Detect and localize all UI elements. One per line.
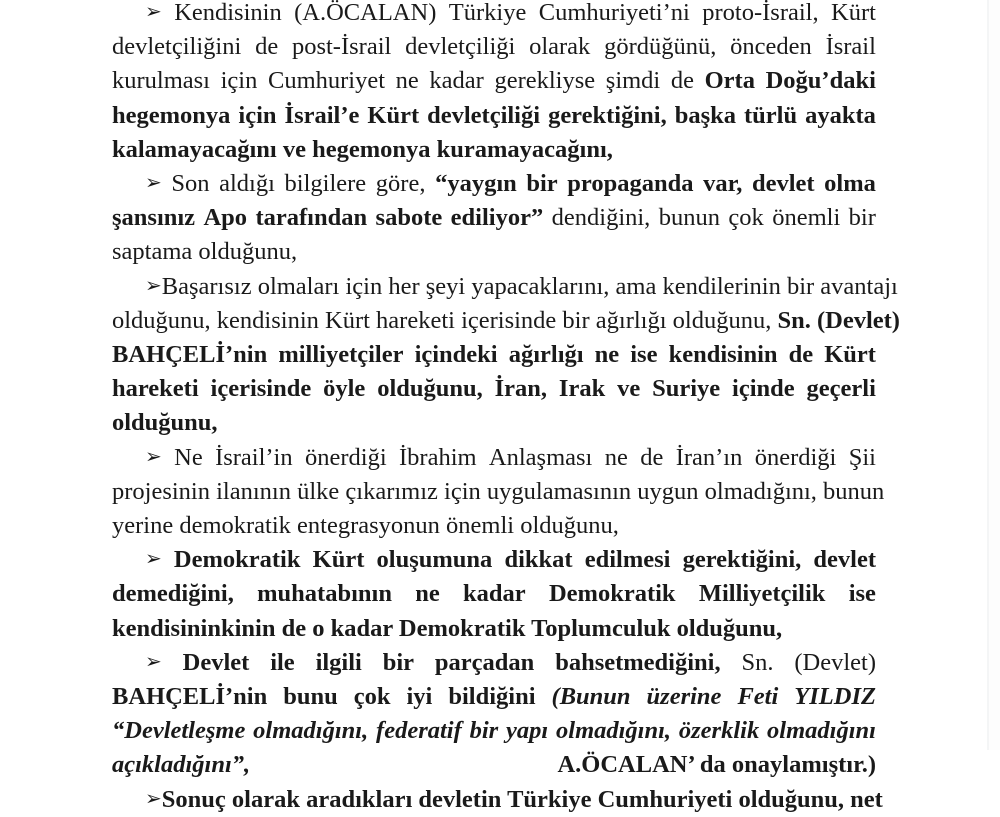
text-run: ne: [604, 443, 628, 471]
text-run: Kendisinin: [174, 0, 282, 26]
text-run: Anlaşması: [488, 443, 593, 471]
text-run: ne: [395, 67, 419, 95]
text-run: var,: [703, 170, 743, 198]
text-run: bir: [526, 170, 558, 198]
text-run: bir: [382, 648, 415, 676]
text-line: [112, 577, 876, 611]
text-run: Cumhuriyet: [268, 67, 386, 95]
text-run: de: [670, 67, 694, 95]
text-run: İbrahim: [399, 443, 477, 471]
bullet-arrow-group: [112, 543, 162, 577]
text-run: ile: [270, 648, 295, 676]
text-run: öyle: [323, 375, 366, 403]
text-line: [112, 99, 876, 133]
text-run: yapı: [506, 717, 549, 745]
text-run: Kürt: [824, 341, 876, 369]
text-line: [112, 543, 876, 577]
text-run: gerektiğini,: [548, 101, 667, 129]
text-run: Doğu’daki: [765, 67, 876, 95]
text-run: olma: [824, 170, 876, 198]
text-line: [112, 133, 876, 167]
text-run: açıkladığını”,: [112, 751, 251, 779]
text-run: önerdiği: [304, 443, 387, 471]
text-run: de: [255, 33, 279, 61]
text-run: türlü: [744, 101, 798, 129]
text-run: olmadığını,: [556, 717, 672, 745]
text-run: tarafından: [255, 204, 368, 232]
text-run: Başarısız olmaları için her şeyi yapacaklarını, ama kendilerinin bir avantajı: [161, 272, 898, 300]
text-run: bilgilere: [284, 170, 367, 198]
bullet-arrow-icon: ➢: [145, 272, 162, 297]
bullet-arrow-group: [112, 646, 162, 680]
text-run: ne: [415, 580, 440, 608]
text-run: Irak: [558, 375, 606, 403]
text-run: olmadığını: [767, 717, 876, 745]
text-line: [112, 475, 885, 509]
text-run: olduğunu,: [112, 409, 218, 437]
text-run: proto-İsrail,: [702, 0, 819, 26]
text-run: hegemonya: [112, 101, 231, 129]
text-run: olmadığını,: [253, 717, 369, 745]
text-run: özerklik: [678, 717, 760, 745]
text-run: İsrail’in: [215, 443, 293, 471]
text-run: bahsetmediğini,: [555, 648, 721, 676]
text-run: kadar: [429, 67, 484, 95]
text-run: Ne: [174, 443, 203, 471]
text-run: muhatabının: [257, 580, 392, 608]
text-line: [112, 646, 876, 680]
text-run: devletçiliğini: [112, 33, 242, 61]
text-run: hareketi: [112, 375, 199, 403]
text-run: ise: [848, 580, 876, 608]
text-run: ayakta: [805, 101, 876, 129]
text-run: post-İsrail: [291, 33, 392, 61]
text-line: [112, 783, 883, 817]
text-run: ediliyor”: [450, 204, 544, 232]
text-run: BAHÇELİ’nin: [112, 341, 268, 369]
text-run: Cumhuriyeti’ni: [538, 0, 690, 26]
text-run: olduğunu, kendisinin Kürt hareketi içerisinde bir ağırlığı olduğunu,: [112, 306, 778, 334]
text-line: [112, 714, 876, 748]
text-run: çok: [353, 683, 391, 711]
text-run: Demokratik: [173, 546, 301, 574]
text-line: [112, 167, 876, 201]
text-run: (Bunun: [551, 683, 631, 711]
bullet-arrow-icon: ➢: [145, 170, 162, 195]
text-run: içinde: [732, 375, 795, 403]
text-run: önerdiği: [754, 443, 837, 471]
text-run: ve: [617, 375, 641, 403]
text-run: ise: [630, 341, 658, 369]
text-run: parçadan: [434, 648, 535, 676]
text-line: [112, 64, 876, 98]
text-run: İsrail’e: [284, 101, 360, 129]
text-run: Kürt: [312, 546, 365, 574]
text-run: Kürt: [367, 101, 420, 129]
text-run: göre,: [375, 170, 426, 198]
text-run: yerine demokratik entegrasyonun önemli olduğunu,: [112, 512, 619, 540]
text-run: dendiğini,: [551, 204, 651, 232]
text-run: kurulması: [112, 67, 210, 95]
text-line: [112, 406, 876, 440]
text-run: BAHÇELİ’nin: [112, 683, 268, 711]
document-body: [112, 0, 900, 817]
text-run: de: [788, 341, 814, 369]
text-run: İran’ın: [675, 443, 743, 471]
text-run: geçerli: [806, 375, 876, 403]
text-run: milliyetçiler: [278, 341, 404, 369]
bullet-arrow-icon: ➢: [145, 0, 162, 23]
text-run: devletçiliği: [427, 101, 541, 129]
text-run: şimdi: [605, 67, 661, 95]
bullet-arrow-icon: ➢: [145, 546, 162, 571]
text-line: [112, 441, 876, 475]
text-run: dikkat: [504, 546, 573, 574]
bullet-arrow-group: [112, 0, 162, 30]
page-edge-outer: [989, 0, 1000, 750]
text-run: A.ÖCALAN’ da onaylamıştır.): [552, 751, 876, 779]
text-run: Sn. (Devlet): [777, 306, 900, 334]
text-run: olarak: [529, 33, 591, 61]
text-run: Sn.: [741, 648, 774, 676]
text-run: ağırlığı: [508, 341, 584, 369]
bullet-arrow-group: [112, 441, 162, 475]
text-run: üzerine: [646, 683, 722, 711]
text-line: [112, 0, 876, 30]
text-run: gördüğünü,: [604, 33, 717, 61]
text-run: edilmesi: [584, 546, 671, 574]
text-run: için: [238, 101, 277, 129]
text-run: şansınız: [112, 204, 196, 232]
text-run: için: [220, 67, 258, 95]
text-run: Demokratik: [548, 580, 676, 608]
text-run: içerisinde: [210, 375, 312, 403]
text-run: devletçiliği: [405, 33, 516, 61]
text-line: [112, 509, 876, 543]
text-run: projesinin ilanının ülke çıkarımız için uygulamasının uygun olmadığını, bunun: [112, 477, 885, 505]
text-line: [112, 372, 876, 406]
text-run: bunun: [658, 204, 720, 232]
text-run: sabote: [375, 204, 443, 232]
text-run: propaganda: [567, 170, 694, 198]
text-run: YILDIZ: [794, 683, 876, 711]
text-run: kendisininkinin de o kadar Demokratik Toplumculuk olduğunu,: [112, 614, 783, 642]
text-run: Son: [171, 170, 210, 198]
text-run: “yaygın: [435, 170, 517, 198]
text-run: bir: [848, 204, 876, 232]
text-line: [112, 338, 876, 372]
text-line: [112, 612, 876, 646]
text-run: federatif: [376, 717, 462, 745]
text-line: [112, 748, 876, 782]
text-run: önemli: [772, 204, 841, 232]
text-run: Orta: [704, 67, 755, 95]
text-run: kalamayacağını ve hegemonya kuramayacağını,: [112, 135, 613, 163]
text-run: gerektiğini,: [682, 546, 802, 574]
text-run: çok: [728, 204, 764, 232]
bullet-arrow-group: [112, 783, 162, 817]
text-run: Milliyetçilik: [698, 580, 826, 608]
text-run: olduğunu,: [377, 375, 483, 403]
text-run: Kürt: [831, 0, 876, 26]
text-run: saptama olduğunu,: [112, 238, 298, 266]
text-run: önceden: [730, 33, 812, 61]
text-line: [112, 201, 876, 235]
text-run: kendisinin: [668, 341, 778, 369]
text-run: Feti: [737, 683, 779, 711]
text-run: İsrail: [825, 33, 876, 61]
text-run: (Devlet): [794, 648, 876, 676]
text-run: bir: [469, 717, 499, 745]
text-run: içindeki: [414, 341, 498, 369]
text-run: kadar: [463, 580, 526, 608]
text-run: Devlet: [182, 648, 250, 676]
text-run: iyi: [406, 683, 433, 711]
text-line: [112, 270, 898, 304]
text-run: Apo: [203, 204, 248, 232]
text-run: bunu: [283, 683, 338, 711]
text-run: Sonuç olarak aradıkları devletin Türkiye Cumhuriyeti olduğunu, net: [161, 785, 883, 813]
text-run: Suriye: [652, 375, 721, 403]
text-run: demediğini,: [112, 580, 234, 608]
bullet-arrow-icon: ➢: [145, 443, 162, 468]
text-line: [112, 680, 876, 714]
text-line: [112, 235, 876, 269]
text-run: devlet: [813, 546, 876, 574]
text-run: Şii: [848, 443, 876, 471]
bullet-arrow-group: [112, 167, 162, 201]
text-run: de: [640, 443, 664, 471]
text-run: ne: [594, 341, 620, 369]
text-run: (A.ÖCALAN): [294, 0, 437, 26]
text-run: Türkiye: [448, 0, 527, 26]
page-edge-shadow: [987, 0, 989, 750]
text-run: “Devletleşme: [112, 717, 246, 745]
text-run: İran,: [494, 375, 548, 403]
bullet-arrow-group: [112, 270, 162, 304]
text-run: ilgili: [315, 648, 362, 676]
text-run: devlet: [751, 170, 815, 198]
text-line: [112, 30, 876, 64]
bullet-arrow-icon: ➢: [145, 785, 162, 810]
text-run: oluşumuna: [376, 546, 493, 574]
text-run: bildiğini: [448, 683, 536, 711]
text-run: başka: [674, 101, 736, 129]
bullet-arrow-icon: ➢: [145, 648, 162, 673]
text-run: aldığı: [219, 170, 275, 198]
text-run: gerekliyse: [494, 67, 596, 95]
text-line: [112, 304, 900, 338]
